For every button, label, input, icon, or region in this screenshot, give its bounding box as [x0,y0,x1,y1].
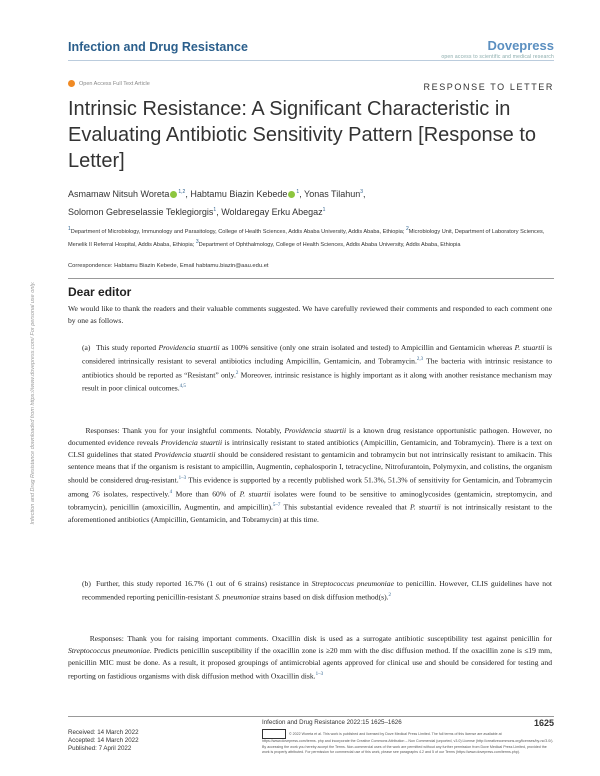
author-name[interactable]: Yonas Tilahun [304,189,361,199]
citation-ref[interactable]: 4,5 [179,384,186,390]
orcid-icon[interactable] [288,191,295,198]
text: is not intrinsically resistant to the aforementioned antibiotics (Ampicillin, Gentamicin, and Tobramycin) at this time. [68,502,552,524]
citation-ref[interactable]: 2,3 [416,357,424,362]
response-1 [68,425,552,526]
license-text: © 2022 Woreta et al. This work is published and licensed by Dove Medical Press Limited. The full terms of this license are available at https://www.dovepress.com/terms. php and incorporate the Creative Commons Attribution – Non Commercial (unported, v3.0) License (http://creativecommons.org/licenses/by-nc/3.0/). By accessing the work you hereby accept the Terms. Non-commercial uses of the work are permitted without any further permission from Dove Medical Press Limited, provided the work is properly attributed. For permission for commercial use of this work, please see paragraphs 4.2 and 5 of our Terms (https://www.dovepress.com/terms.php). [262,731,554,754]
text: Further, this study reported 16.7% (1 out of 6 strains) resistance in [96,579,312,588]
species-name: Providencia stuartii [284,426,347,435]
open-access-badge [68,80,150,87]
affiliation-text: Department of Ophthalmology, College of Health Sciences, Addis Ababa University, Addis Ababa, Ethiopia [198,241,461,248]
text: Responses: Thank you for your insightful comments. Notably, [85,426,285,435]
text: . Predicts penicillin susceptibility if the oxacillin zone is ≥20 mm with the disc diffusion method. If the oxacillin zone is ≤19 mm, penicillin MIC must be done. As a result, it proposed groupings of antimicrobial agents approved for clinical use and should be considered for testing and reporting on fastidious organisms with disk diffusion method with Oxacillin disk. [68,646,552,681]
sidebar-text: Infection and Drug Resistance downloaded from https://www.dovepress.com/ For personal use only. [29,281,36,525]
citation-ref[interactable]: 1–3 [315,672,324,677]
accepted-date: Accepted: 14 March 2022 [68,737,139,744]
received-date: Received: 14 March 2022 [68,729,139,736]
species-name: Providencia stuartii [160,438,223,447]
text: This evidence is supported by a recently published work 51.3%, 51.3% of sensitivity for Gentamicin, and Tobramycin among 76 isolates, respectively. [68,475,552,499]
comment-a [82,342,552,395]
affiliation-number: 3 [195,238,199,245]
open-access-label: Open Access Full Text Article [79,80,150,87]
citation-ref[interactable]: 2 [388,593,392,598]
item-label: (b) [82,579,91,588]
species-name: P. stuartii [410,502,441,512]
text: as 100% sensitive (only one strain isolated and tested) to Ampicillin and Gentamicin whereas [219,343,515,352]
citation-ref[interactable]: 5–7 [272,503,281,509]
text: Moreover, intrinsic resistance is highly important as it along with another resistance mechanism may result in poor clinical outcomes. [82,370,552,393]
text: is a known drug resistance opportunistic pathogen. However, no documented evidence reveals [68,426,552,447]
salutation-heading: Dear editor [68,285,132,299]
text: should be considered resistant to gentamicin and tobramycin but not intrinsically resistant to amikacin. This sentence means that if the organism is resistant to ampicillin, Augmentin, cephalosporin I, tetracycline, Nitrofurantoin, Polymyxin, and colistins, the organism should be considered drug-resistant. [68,450,552,485]
cc-license-icon[interactable] [262,729,286,739]
text: to penicillin. However, CLIS guidelines have not recommended reporting penicillin-resistant [82,579,552,602]
species-name: P. stuartii [239,489,271,499]
text: This study reported [96,343,159,352]
species-name: Providencia stuartii [158,343,220,352]
journal-title: Infection and Drug Resistance [68,40,248,54]
article-title: Intrinsic Resistance: A Significant Characteristic in Evaluating Antibiotic Sensitivity Pattern [Response to Letter] [68,98,537,172]
published-date: Published: 7 April 2022 [68,745,132,752]
intro-paragraph: We would like to thank the readers and their valuable comments suggested. We have carefully reviewed their comments and responded to each comment one by one as follows. [68,304,552,325]
footer-divider [68,716,554,717]
affiliations [68,225,558,250]
affiliation-text: Microbiology Unit, Department of Laboratory Sciences, Menelik II Referral Hospital, Addis Ababa, Ethiopia; [68,228,545,248]
affiliation-number: 1 [68,226,71,232]
page-number: 1625 [533,718,554,728]
comment-b [82,578,552,604]
species-name: P. stuartii [514,343,545,352]
text: More than 60% of [172,489,240,499]
species-name: Streptococcus pneumoniae [311,579,394,588]
author-name[interactable]: Solomon Gebreselassie Teklegiorgis [68,207,214,217]
text: isolates were found to be sensitive to aminoglycosides (gentamicin, streptomycin, and tobramycin), penicillin (amoxicillin, Augmentin, and ampicillin). [68,489,553,512]
species-name: Streptococcus pneumoniae [68,646,150,655]
publisher-logo [441,38,554,60]
species-name: Providencia stuartii [154,450,216,459]
correspondence: Correspondence: Habtamu Biazin Kebede, Email habtamu.biazin@aau.edu.et [68,263,269,269]
citation-ref[interactable]: 1–3 [178,476,187,481]
citation-ref[interactable]: 2 [235,370,239,376]
publication-dates [68,729,139,753]
orcid-icon[interactable] [170,191,177,198]
text: is intrinsically resistant to stated antibiotics (Ampicillin, Gentamicin, and Tobramycin). There is a text on CLSI guidelines that stated [68,438,552,459]
section-divider [68,278,554,279]
publisher-name: Dovepress [487,38,554,53]
author-affiliation-ref: 1 [296,189,300,195]
author-name[interactable]: Asmamaw Nitsuh Woreta [68,189,170,199]
response-2 [68,633,552,683]
header-divider [68,60,554,61]
author-list: Asmamaw Nitsuh Woreta $^{1,2}$, Habtamu Biazin Kebede $^1$, Yonas Tilahun$^3$, Solomon Gebreselassie Teklegiorgis$^1$, Woldaregay Erku Abegaz$^1$ [68,189,366,217]
text: strains based on disk diffusion method(s). [259,592,389,602]
author-name[interactable]: Woldaregay Erku Abegaz [221,207,323,217]
citation-ref[interactable]: 4 [169,489,173,495]
author-affiliation-ref: 1 [213,207,217,213]
text: is considered intrinsically resistant to several antibiotics including Ampicillin, Gentamicin, and Tobramycin. [82,343,552,366]
author-name[interactable]: Habtamu Biazin Kebede [190,189,288,199]
citation-line[interactable]: Infection and Drug Resistance 2022:15 1625–1626 [262,719,402,726]
item-label: (a) [82,343,91,352]
publisher-tagline: open access to scientific and medical research [441,54,554,60]
text: The bacteria with intrinsic resistance to antibiotics should be reported as “Resistant” only. [82,356,552,380]
license-notice [262,729,554,756]
text: Responses: Thank you for raising important comments. Oxacillin disk is used as a surrogate antibiotic susceptibility test against penicillin for [89,634,552,643]
text: This substantial evidence revealed that [280,502,411,512]
affiliation-text: Department of Microbiology, Immunology and Parasitology, College of Health Sciences, Addis Ababa University, Addis Ababa, Ethiopia; [70,228,405,235]
article-type: RESPONSE TO LETTER [423,82,554,92]
download-sidebar [28,213,37,593]
author-affiliation-ref: 1 [322,207,326,213]
author-affiliation-ref: 1,2 [178,189,186,195]
open-access-icon [68,80,75,87]
author-affiliation-ref: 3 [360,189,364,195]
species-name: S. pneumoniae [215,592,260,602]
affiliation-number: 2 [405,226,409,232]
